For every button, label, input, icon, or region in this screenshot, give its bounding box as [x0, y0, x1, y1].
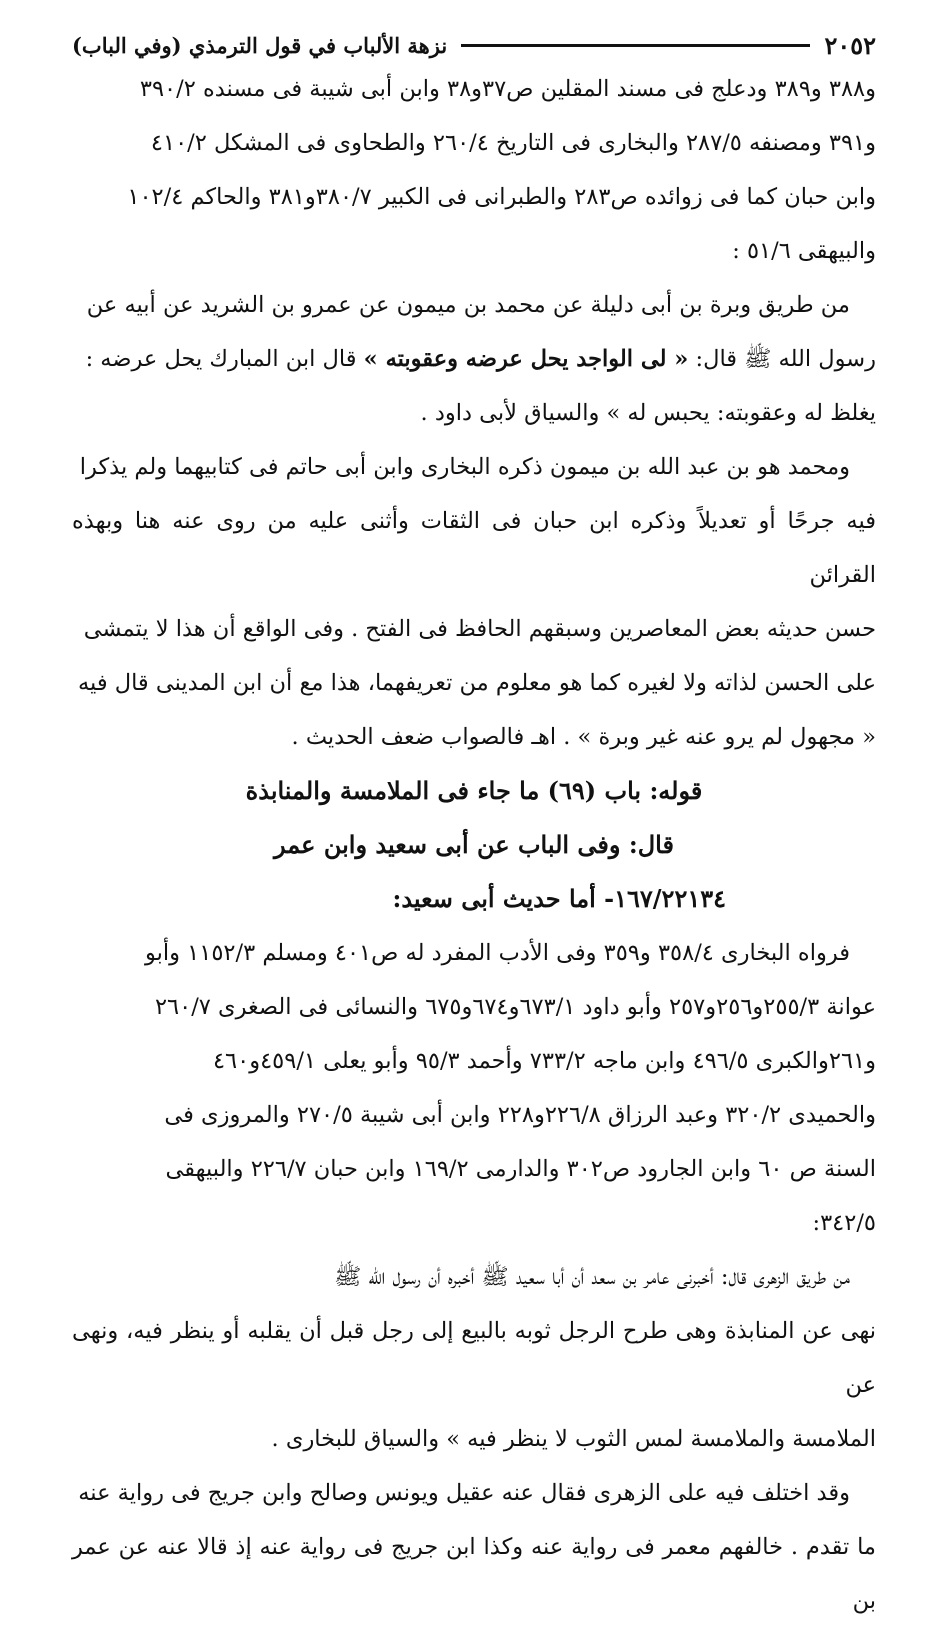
text-line: من طريق وبرة بن أبى دليلة عن محمد بن ميمون عن عمرو بن الشريد عن أبيه عن — [86, 292, 850, 318]
text-line: والحميدى ٣٢٠/٢ وعبد الرزاق ٢٢٦/٨و٢٢٨ وابن أبى شيبة ٢٧٠/٥ والمروزى فى — [164, 1102, 876, 1128]
paragraph-commentary-2 — [72, 1466, 876, 1628]
text-line: و٣٨٨ و٣٨٩ ودعلج فى مسند المقلين ص٣٧و٣٨ وابن أبى شيبة فى مسنده ٣٩٠/٢ — [139, 76, 876, 102]
text-line: السنة ص ٦٠ وابن الجارود ص٣٠٢ والدارمى ١٦٩/٢ وابن حبان ٢٢٦/٧ والبيهقى — [165, 1156, 876, 1182]
text-line: عوانة ٢٥٥/٣و٢٥٦و٢٥٧ وأبو داود ٦٧٣/١و٦٧٤و٦٧٥ والنسائى فى الصغرى ٢٦٠/٧ — [154, 994, 876, 1020]
text-line — [72, 332, 876, 386]
chapter-subheading: قال: وفى الباب عن أبى سعيد وابن عمر — [274, 830, 674, 859]
paragraph-references-1 — [72, 62, 876, 278]
text-line: ما تقدم . خالفهم معمر فى رواية عنه وكذا ابن جريج فى رواية عنه إذ قالا عنه عن عمر بن — [72, 1534, 876, 1614]
text-line: ٣٤٢/٥: — [812, 1210, 876, 1236]
text-line: من طريق الزهرى قال: أخبرنى عامر بن سعد أن أبا سعيد ﷺ أخبره أن رسول الله ﷺ — [334, 1264, 850, 1290]
paragraph-hadith-2 — [72, 1250, 876, 1466]
text-line: الملامسة والملامسة لمس الثوب لا ينظر فيه » والسياق للبخارى . — [271, 1426, 876, 1452]
paragraph-hadith-1 — [72, 278, 876, 440]
text-line: يغلظ له وعقوبته: يحبس له » والسياق لأبى داود . — [420, 400, 876, 426]
running-title: نزهة الألباب في قول الترمذي (وفي الباب) — [72, 32, 448, 58]
text-line: والبيهقى ٥١/٦ : — [732, 238, 876, 264]
paragraph-commentary-1 — [72, 440, 876, 764]
header-rule — [461, 44, 810, 47]
hadith-quote: « لى الواجد يحل عرضه وعقوبته » — [363, 346, 689, 372]
text-line: وقد اختلف فيه على الزهرى فقال عنه عقيل ويونس وصالح وابن جريج فى رواية عنه — [78, 1480, 850, 1506]
text-line: ومحمد هو بن عبد الله بن ميمون ذكره البخارى وابن أبى حاتم فى كتابيهما ولم يذكرا — [79, 454, 850, 480]
chapter-heading: قوله: باب (٦٩) ما جاء فى الملامسة والمنابذة — [245, 776, 703, 805]
text-segment: رسول الله ﷺ قال: — [688, 346, 876, 372]
paragraph-references-2 — [72, 926, 876, 1250]
text-line: فرواه البخارى ٣٥٨/٤ و٣٥٩ وفى الأدب المفرد له ص٤٠١ ومسلم ١١٥٢/٣ وأبو — [145, 940, 850, 966]
text-line: وابن حبان كما فى زوائده ص٢٨٣ والطبرانى فى الكبير ٣٨٠/٧و٣٨١ والحاكم ١٠٢/٤ — [127, 184, 876, 210]
page-number: ٢٠٥٢ — [824, 30, 876, 60]
text-line: حسن حديثه بعض المعاصرين وسبقهم الحافظ فى الفتح . وفى الواقع أن هذا لا يتمشى — [83, 616, 876, 642]
text-line: فيه جرحًا أو تعديلاً وذكره ابن حبان فى الثقات وأثنى عليه من روى عنه هنا وبهذه القرائن — [72, 508, 876, 588]
text-segment: قال ابن المبارك يحل عرضه : — [85, 346, 364, 372]
text-line: « مجهول لم يرو عنه غير وبرة » . اهـ فالصواب ضعف الحديث . — [291, 724, 876, 750]
text-line: و٣٩١ ومصنفه ٢٨٧/٥ والبخارى فى التاريخ ٢٦٠/٤ والطحاوى فى المشكل ٤١٠/٢ — [150, 130, 876, 156]
text-line: نهى عن المنابذة وهى طرح الرجل ثوبه بالبيع إلى رجل قبل أن يقلبه أو ينظر فيه، ونهى عن — [72, 1318, 876, 1398]
text-line: و٢٦١والكبرى ٤٩٦/٥ وابن ماجه ٧٣٣/٢ وأحمد ٩٥/٣ وأبو يعلى ٤٥٩/١و٤٦٠ — [212, 1048, 876, 1074]
running-header — [72, 28, 876, 62]
entry-heading: ١٦٧/٢٢١٣٤- أما حديث أبى سعيد: — [392, 884, 726, 913]
text-line: على الحسن لذاته ولا لغيره كما هو معلوم من تعريفهما، هذا مع أن ابن المدينى قال فيه — [77, 670, 876, 696]
